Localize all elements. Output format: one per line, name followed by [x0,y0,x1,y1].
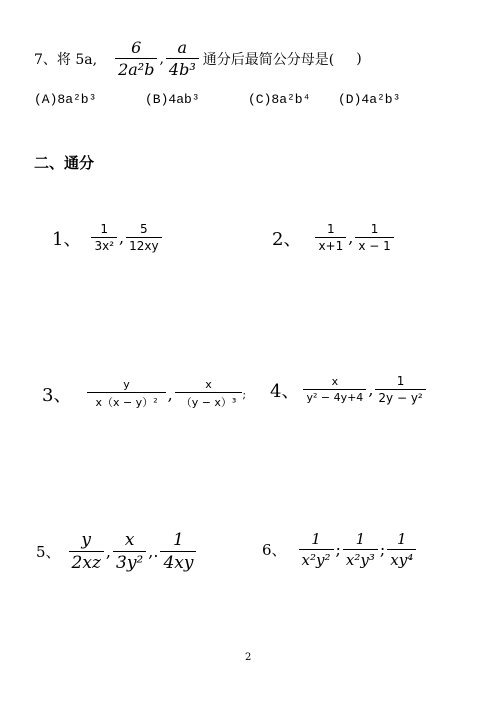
p6-f3-den: xy⁴ [387,549,416,569]
q7-fraction-2 [166,38,199,79]
p6-f1-den: x²y² [299,549,334,569]
p5-f1-den: 2xz [69,551,104,573]
p6-f3-num: 1 [396,530,407,548]
p3-f1-num: y [123,378,130,391]
p6-f1-num: 1 [311,530,321,548]
p6-fraction-1 [299,530,334,569]
q7-option-b: (B)4ab³ [145,92,200,107]
p5-f2-den: 3y² [113,551,146,573]
p2-fraction-1 [315,222,346,253]
p3-fraction-1 [87,378,165,410]
p6-sep-2: ; [379,540,386,559]
p2-fraction-2 [355,222,393,253]
p6-fraction-2 [343,530,378,569]
p4-comma: , [368,380,374,399]
p1-f2-den: 12xy [126,237,161,253]
q7-f2-den: 4b³ [166,58,199,79]
p2-f2-num: 1 [370,222,379,236]
q7-fraction-1 [115,38,157,79]
p6-fraction-3 [387,530,416,569]
p3-f2-num: x [205,378,212,391]
q7-option-d: (D)4a²b³ [338,92,401,107]
p5-comma-2: ,. [148,542,159,561]
p5-fraction-2 [113,530,146,573]
p4-f1-num: x [331,375,339,388]
p5-f1-num: y [81,530,92,550]
p3-fraction-2 [175,378,243,410]
question-7 [34,38,362,79]
problem-4-label: 4、 [270,380,300,402]
problem-2-label: 2、 [272,228,302,250]
p1-fraction-2 [126,222,161,253]
q7-option-c: (C)8a²b⁴ [248,92,311,107]
p6-f2-num: 1 [355,530,366,548]
p2-comma: , [348,228,354,247]
q7-prefix: 7、将 5a, [34,51,98,68]
p3-tail: ; [242,387,247,401]
problem-3-label: 3、 [42,385,72,406]
p5-comma-1: , [105,542,112,561]
problem-6 [262,530,416,569]
p3-f2-den: （y − x）³ [175,392,243,410]
q7-comma: , [159,50,164,67]
q7-f1-den: 2a²b [115,58,157,79]
problem-5 [36,530,196,573]
q7-f1-num: 6 [131,38,142,57]
p5-f2-num: x [124,530,135,550]
problem-5-label: 5、 [36,543,61,561]
p1-f1-den: 3x² [91,237,117,253]
problem-1-label: 1、 [52,228,82,250]
problem-4 [270,374,426,405]
p4-f1-den: y² − 4y+4 [303,389,366,404]
p5-fraction-3 [160,530,196,573]
section-title: 二、通分 [34,154,95,172]
p1-f2-num: 5 [140,222,148,236]
q7-close-paren: ) [356,50,362,67]
p2-f1-num: 1 [327,222,335,236]
p5-f3-num: 1 [173,530,184,550]
p4-fraction-1 [303,375,366,404]
p2-f2-den: x − 1 [355,237,393,253]
p5-fraction-1 [69,530,104,573]
p3-f1-den: x（x − y）² [87,392,165,410]
p1-fraction-1 [91,222,117,253]
problem-6-label: 6、 [262,541,287,559]
p4-f2-den: 2y − y² [375,389,425,405]
problem-1 [52,222,162,253]
q7-f2-num: a [177,38,188,57]
q7-option-a: (A)8a²b³ [34,92,97,107]
p5-f3-den: 4xy [160,551,196,573]
p2-f1-den: x+1 [315,237,346,253]
p4-f2-num: 1 [396,374,405,388]
p1-comma: , [119,228,125,247]
p6-f2-den: x²y³ [343,549,378,569]
p6-sep-1: ; [335,540,341,559]
q7-suffix: 通分后最简公分母是( [202,51,335,68]
problem-3 [42,378,246,410]
p1-f1-num: 1 [100,222,109,236]
problem-2 [272,222,394,253]
page-number: 2 [245,652,252,663]
p3-comma: , [167,384,173,404]
p4-fraction-2 [375,374,425,405]
